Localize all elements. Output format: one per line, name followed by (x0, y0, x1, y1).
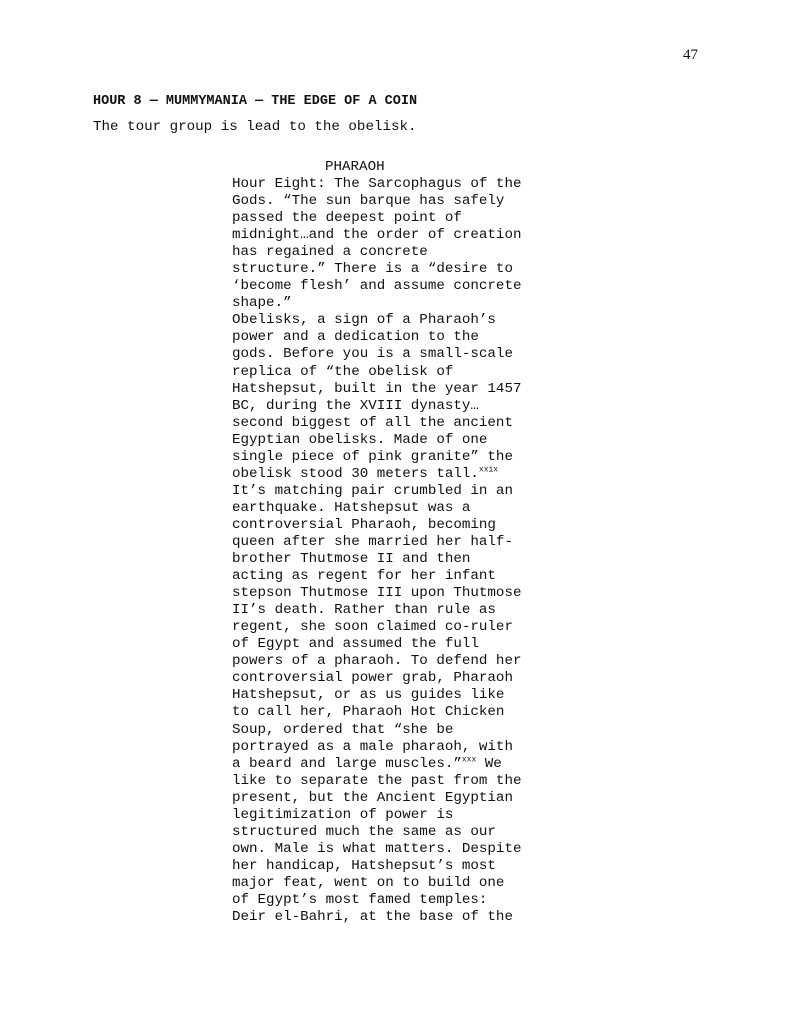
dialogue-line: single piece of pink granite” the (232, 448, 513, 465)
dialogue-line: of Egypt’s most famed temples: (232, 891, 488, 908)
dialogue-line: Hatshepsut, built in the year 1457 (232, 380, 522, 397)
dialogue-line: It’s matching pair crumbled in an (232, 482, 513, 499)
dialogue-line: brother Thutmose II and then (232, 551, 471, 568)
dialogue-line: ‘become flesh’ and assume concrete (232, 278, 522, 295)
dialogue-line: II’s death. Rather than rule as (232, 602, 496, 619)
dialogue-line: Hour Eight: The Sarcophagus of the (232, 176, 522, 192)
action-line: The tour group is lead to the obelisk. (93, 119, 417, 135)
dialogue-line: Egyptian obelisks. Made of one (232, 431, 488, 448)
dialogue-line: acting as regent for her infant (232, 568, 496, 585)
dialogue-line: Deir el-Bahri, at the base of the (232, 909, 513, 926)
dialogue-line: gods. Before you is a small-scale (232, 346, 513, 363)
dialogue-line: has regained a concrete (232, 244, 428, 261)
dialogue-line (232, 756, 562, 773)
dialogue-line: power and a dedication to the (232, 329, 479, 346)
dialogue-line: to call her, Pharaoh Hot Chicken (232, 704, 505, 721)
dialogue-line: earthquake. Hatshepsut was a (232, 499, 471, 516)
dialogue-line: shape.” (232, 295, 292, 312)
dialogue-line-text: a beard and large muscles.” (232, 755, 462, 772)
dialogue-line: queen after she married her half- (232, 533, 513, 550)
dialogue-line: BC, during the XVIII dynasty… (232, 397, 479, 414)
dialogue-line: like to separate the past from the (232, 772, 522, 789)
dialogue-line: Hatshepsut, or as us guides like (232, 687, 505, 704)
dialogue-line: present, but the Ancient Egyptian (232, 789, 513, 806)
dialogue-line: stepson Thutmose III upon Thutmose (232, 585, 522, 602)
dialogue-line: Gods. “The sun barque has safely (232, 193, 505, 210)
dialogue-line: passed the deepest point of (232, 210, 462, 227)
dialogue-line: portrayed as a male pharaoh, with (232, 738, 513, 755)
dialogue-line: her handicap, Hatshepsut’s most (232, 857, 496, 874)
dialogue-line-tail: We (476, 755, 502, 772)
endnote-reference: xxx (461, 754, 477, 764)
dialogue-line: of Egypt and assumed the full (232, 636, 479, 653)
dialogue-line: powers of a pharaoh. To defend her (232, 653, 522, 670)
dialogue-line: Obelisks, a sign of a Pharaoh’s (232, 312, 496, 329)
dialogue-line: replica of “the obelisk of (232, 363, 454, 380)
page-number: 47 (683, 47, 698, 63)
dialogue-line (232, 466, 562, 483)
dialogue-block (232, 176, 562, 926)
dialogue-line: controversial power grab, Pharaoh (232, 670, 513, 687)
dialogue-line: second biggest of all the ancient (232, 414, 513, 431)
dialogue-line: major feat, went on to build one (232, 874, 505, 891)
dialogue-line: controversial Pharaoh, becoming (232, 516, 496, 533)
character-name: PHARAOH (325, 159, 385, 175)
dialogue-line: legitimization of power is (232, 806, 454, 823)
dialogue-line: structured much the same as our (232, 823, 496, 840)
dialogue-line: regent, she soon claimed co-ruler (232, 619, 513, 636)
dialogue-line: structure.” There is a “desire to (232, 261, 513, 278)
dialogue-line: Soup, ordered that “she be (232, 721, 454, 738)
dialogue-line: midnight…and the order of creation (232, 227, 522, 244)
dialogue-line: own. Male is what matters. Despite (232, 840, 522, 857)
endnote-reference: xxix (478, 465, 499, 475)
dialogue-line-text: obelisk stood 30 meters tall. (232, 465, 479, 482)
scene-heading: HOUR 8 — MUMMYMANIA — THE EDGE OF A COIN (93, 94, 418, 109)
